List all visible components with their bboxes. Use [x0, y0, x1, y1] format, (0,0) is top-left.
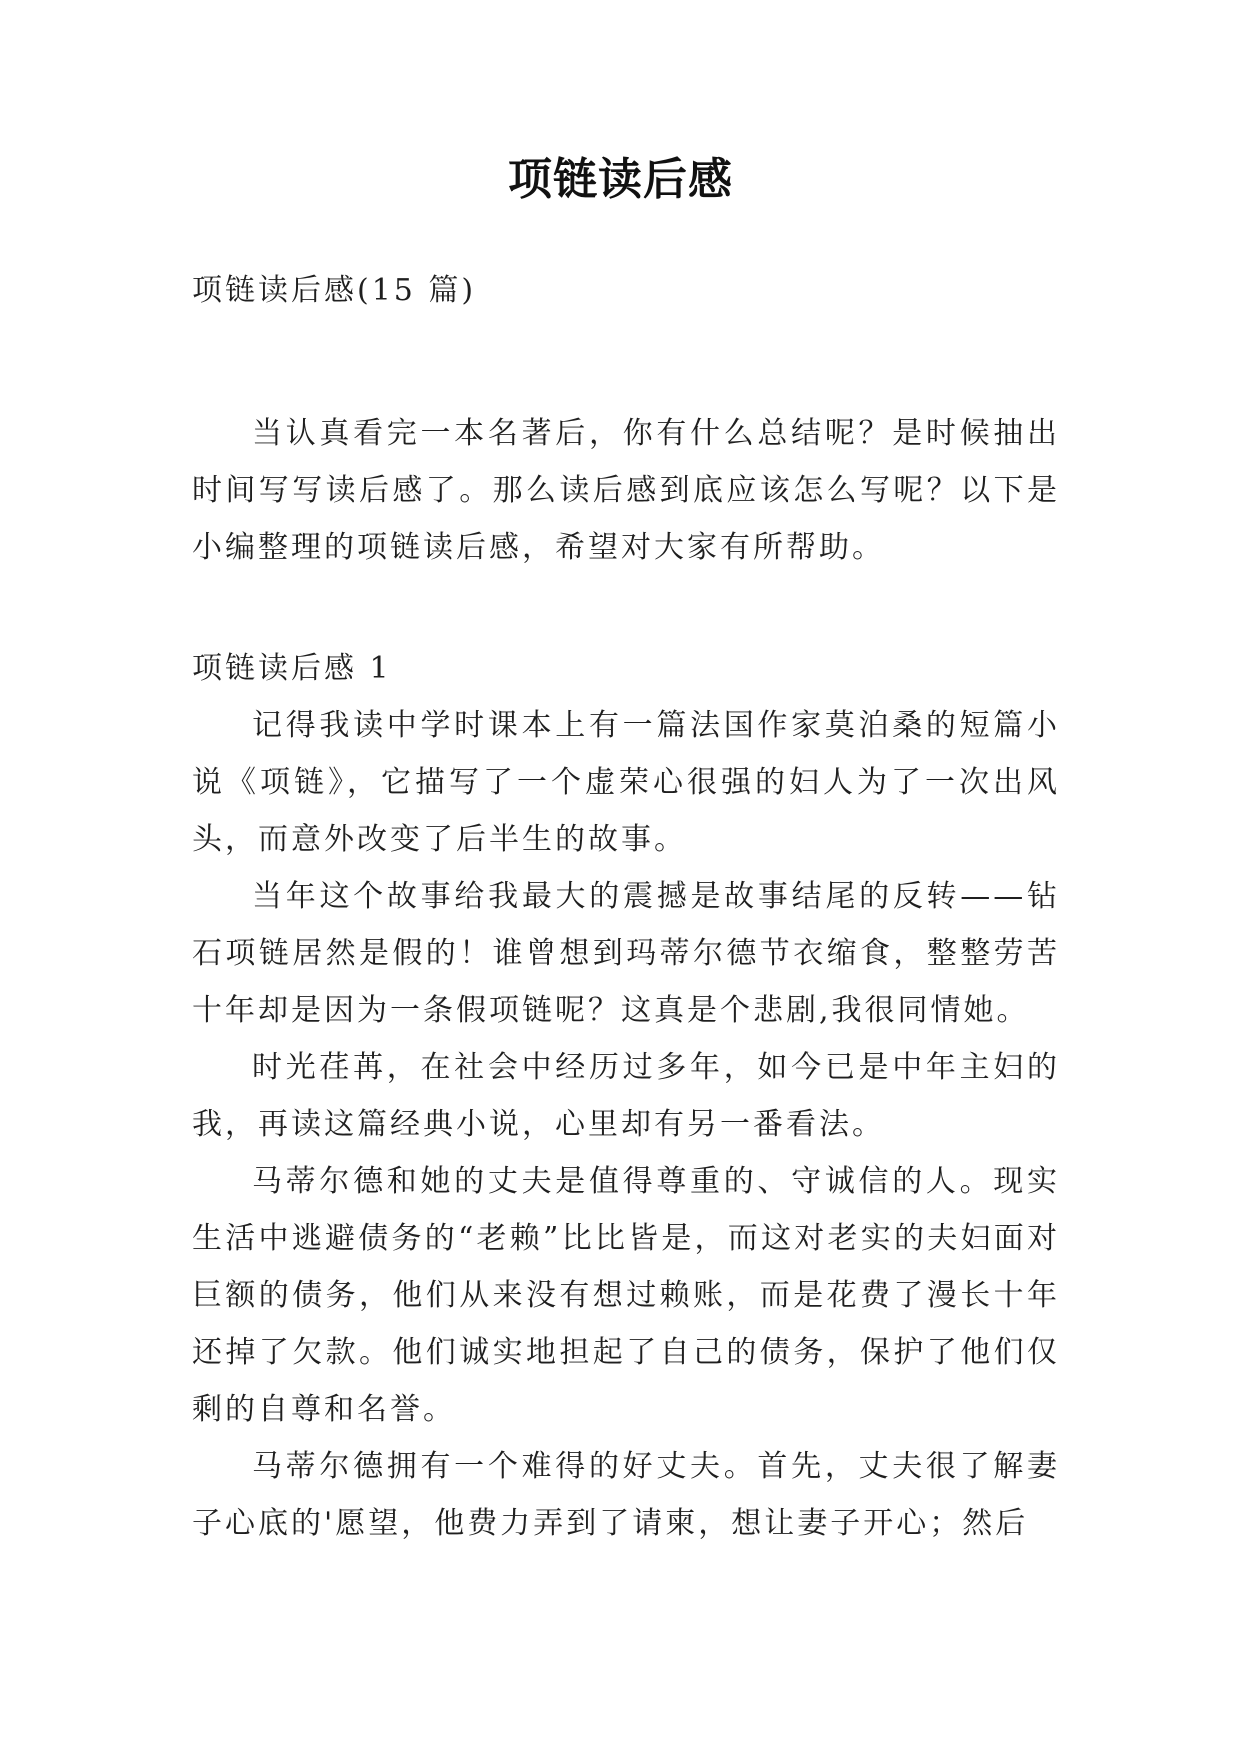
essay-section-1 — [192, 640, 1060, 1552]
essay-paragraph: 马蒂尔德和她的丈夫是值得尊重的、守诚信的人。现实生活中逃避债务的“老赖”比比皆是，而这对老实的夫妇面对巨额的债务，他们从来没有想过赖账，而是花费了漫长十年还掉了欠款。他们诚实地担起了自己的债务，保护了他们仅剩的自尊和名誉。 — [192, 1164, 1060, 1427]
essay-paragraph: 时光荏苒，在社会中经历过多年，如今已是中年主妇的我，再读这篇经典小说，心里却有另一番看法。 — [192, 1050, 1060, 1142]
essay-paragraph: 当年这个故事给我最大的震撼是故事结尾的反转——钻石项链居然是假的！谁曾想到玛蒂尔德节衣缩食，整整劳苦十年却是因为一条假项链呢？这真是个悲剧,我很同情她。 — [192, 879, 1060, 1028]
essay-paragraph: 马蒂尔德拥有一个难得的好丈夫。首先，丈夫很了解妻子心底的'愿望，他费力弄到了请柬，想让妻子开心；然后 — [192, 1449, 1060, 1541]
document-subtitle: 项链读后感(15 篇) — [192, 273, 477, 308]
essay-paragraph: 记得我读中学时课本上有一篇法国作家莫泊桑的短篇小说《项链》，它描写了一个虚荣心很强的妇人为了一次出风头，而意外改变了后半生的故事。 — [192, 708, 1060, 857]
intro-paragraph: 当认真看完一本名著后，你有什么总结呢？是时候抽出时间写写读后感了。那么读后感到底应该怎么写呢？以下是小编整理的项链读后感，希望对大家有所帮助。 — [192, 416, 1060, 565]
document-title: 项链读后感 — [508, 154, 733, 205]
section-heading: 项链读后感 1 — [192, 651, 392, 686]
